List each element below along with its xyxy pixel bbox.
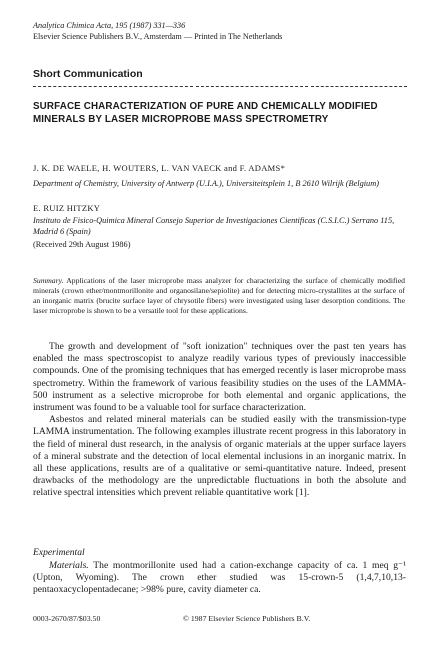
materials-label: Materials. — [49, 560, 89, 571]
body-text — [33, 341, 406, 500]
dashed-rule-left — [33, 86, 193, 87]
journal-header — [33, 21, 406, 42]
summary — [33, 276, 405, 316]
copyright-notice: © 1987 Elsevier Science Publishers B.V. — [183, 614, 311, 623]
dashed-rule-right — [311, 86, 407, 87]
dashed-rule-middle — [196, 86, 308, 87]
body-paragraph: Asbestos and related mineral materials can be studied easily with the transmission-type LAMMA instrumentation. The following examples illustrate recent progress in this laboratory in the field of mineral dust research, in the analysis of organic materials at the upper surface layers of a mineral substrate and the detection of local elemental inclusions in an inorganic matrix. In all these applications, results are of a qualitative or semi-quantitative nature. Indeed, present drawbacks of the methodology are the unpredictable fluctuations in both the absolute and relative spectral intensities which prevent reliable quantitative work [1]. — [33, 414, 406, 499]
authors-line-1: J. K. DE WAELE, H. WOUTERS, L. VAN VAECK and F. ADAMS* — [33, 163, 286, 173]
article-title: SURFACE CHARACTERIZATION OF PURE AND CHEMICALLY MODIFIED MINERALS BY LASER MICROPROBE MASS SPECTROMETRY — [33, 101, 378, 125]
experimental-text — [33, 560, 406, 597]
materials-text: The montmorillonite used had a cation-exchange capacity of ca. 1 meq g⁻¹ (Upton, Wyoming). The crown ether studied was 15-crown-5 (1,4,7,10,13-pentaoxacyclopentadecane; >98% pure, cavity diameter ca. — [33, 560, 406, 596]
journal-publisher: Elsevier Science Publishers B.V., Amsterdam — Printed in The Netherlands — [33, 31, 283, 41]
authors-line-2: E. RUIZ HITZKY — [33, 203, 101, 213]
experimental-heading: Experimental — [33, 547, 85, 558]
summary-label: Summary. — [33, 276, 64, 285]
affiliation-1: Department of Chemistry, University of Antwerp (U.I.A.), Universiteitsplein 1, B 2610 Wilrijk (Belgium) — [33, 179, 379, 188]
affiliation-2: Instituto de Fisico-Quimica Mineral Consejo Superior de Investigaciones Cientificas (C.S.I.C.) Serrano 115, Madrid 6 (Spain) — [33, 216, 395, 236]
body-paragraph: The growth and development of "soft ionization" techniques over the past ten years has enabled the mass spectroscopist to analyze readily various types of previously inaccessible compounds. One of the promising techniques that has emerged recently is laser microprobe mass spectrometry. Within the framework of various feasibility studies on the uses of the LAMMA-500 instrument as a selective microprobe for both elemental and organic applications, the instrument was found to be a valuable tool for surface characterization. — [33, 341, 406, 414]
journal-citation: Analytica Chimica Acta, 195 (1987) 331—336 — [33, 21, 186, 30]
section-label: Short Communication — [33, 68, 143, 80]
summary-text: Applications of the laser microprobe mass analyzer for characterizing the surface of chemically modified minerals (crown ether/montmorillonite and organosilane/sepiolite) and for detecting micro-crystallites at the surface of an inorganic matrix (brucite surface layer of chrysotile fibers) were investigated using laser desorption conditions. The laser microprobe is shown to be a versatile tool for these applications. — [33, 276, 405, 315]
issn-price-code: 0003-2670/87/$03.50 — [33, 614, 101, 623]
received-date: (Received 29th August 1986) — [33, 240, 131, 249]
page-footer — [33, 614, 406, 623]
